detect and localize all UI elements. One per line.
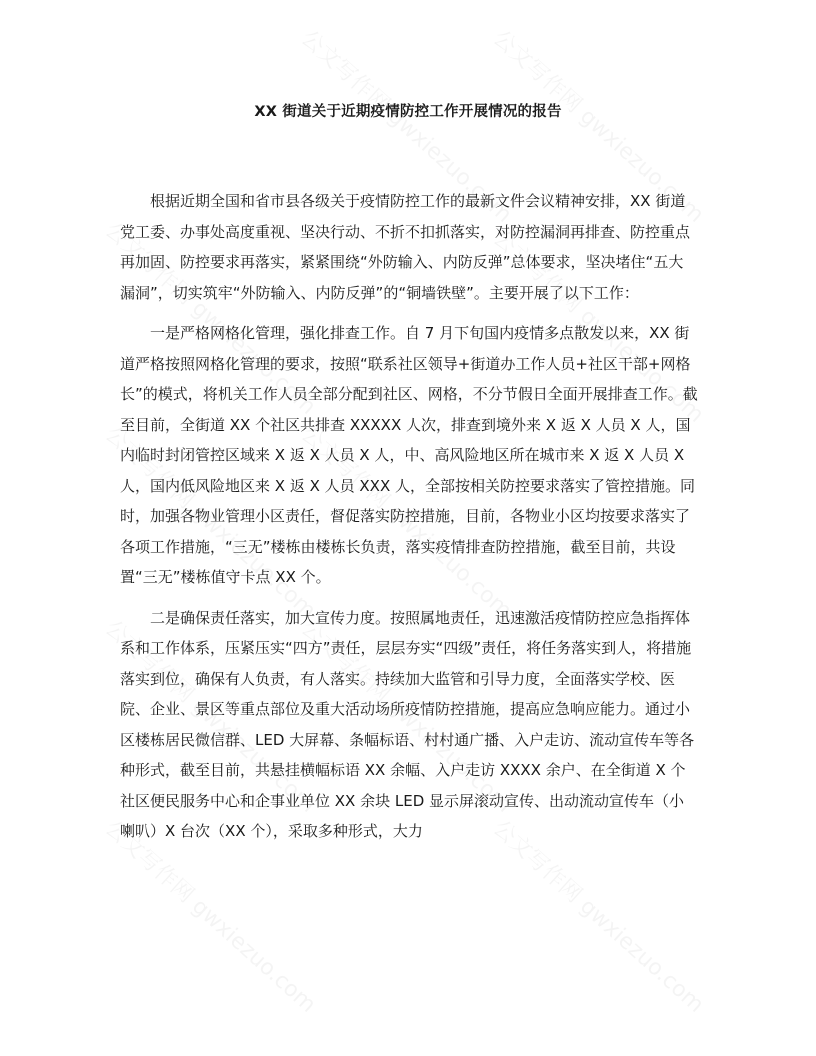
paragraph-grid-management: 一是严格网格化管理，强化排查工作。自 7 月下旬国内疫情多点散发以来，XX 街道严格按照网格化管理的要求，按照“联系社区领导+街道办工作人员+社区干部+网格长”的模式，将机关工作人员全部分配到社区、网格，不分节假日全面开展排查工作。截至目前，全街道 XX 个社区共排查 XXXXX 人次，排查到境外来 X 返 X 人员 X 人，国内临时封闭管控区域来 X 返 X 人员 X 人，中、高风险地区所在城市来 X 返 X 人员 X 人，国内低风险地区来 X 返 X 人员 XXX 人，全部按相关防控要求落实了管控措施。同时，加强各物业管理小区责任，督促落实防控措施，目前，各物业小区均按要求落实了各项工作措施，“三无”楼栋由楼栋长负责，落实疫情排查防控措施，截至目前，共设置“三无”楼栋值守卡点 XX 个。: [120, 324, 698, 586]
document-title: XX 街道关于近期疫情防控工作开展情况的报告: [254, 104, 562, 120]
paragraph-responsibility: 二是确保责任落实，加大宣传力度。按照属地责任，迅速激活疫情防控应急指挥体系和工作体系，压紧压实“四方”责任，层层夯实“四级”责任，将任务落实到人，将措施落实到位，确保有人负责，有人落实。持续加大监管和引导力度，全面落实学校、医院、企业、景区等重点部位及重大活动场所疫情防控措施，提高应急响应能力。通过小区楼栋居民微信群、LED 大屏幕、条幅标语、村村通广播、入户走访、流动宣传车等各种形式，截至目前，共悬挂横幅标语 XX 余幅、入户走访 XXXX 余户、在全街道 X 个社区便民服务中心和企事业单位 XX 余块 LED 显示屏滚动宣传、出动流动宣传车（小喇叭）X 台次（XX 个），采取多种形式，大力: [120, 608, 695, 840]
document-body: [120, 186, 698, 857]
paragraph-intro: 根据近期全国和省市县各级关于疫情防控工作的最新文件会议精神安排，XX 街道党工委、办事处高度重视、坚决行动、不折不扣抓落实，对防控漏洞再排查、防控重点再加固、防控要求再落实，紧紧围绕“外防输入、内防反弹”总体要求，坚决堵住“五大漏洞”，切实筑牢“外防输入、内防反弹”的“铜墙铁壁”。主要开展了以下工作：: [120, 192, 691, 302]
